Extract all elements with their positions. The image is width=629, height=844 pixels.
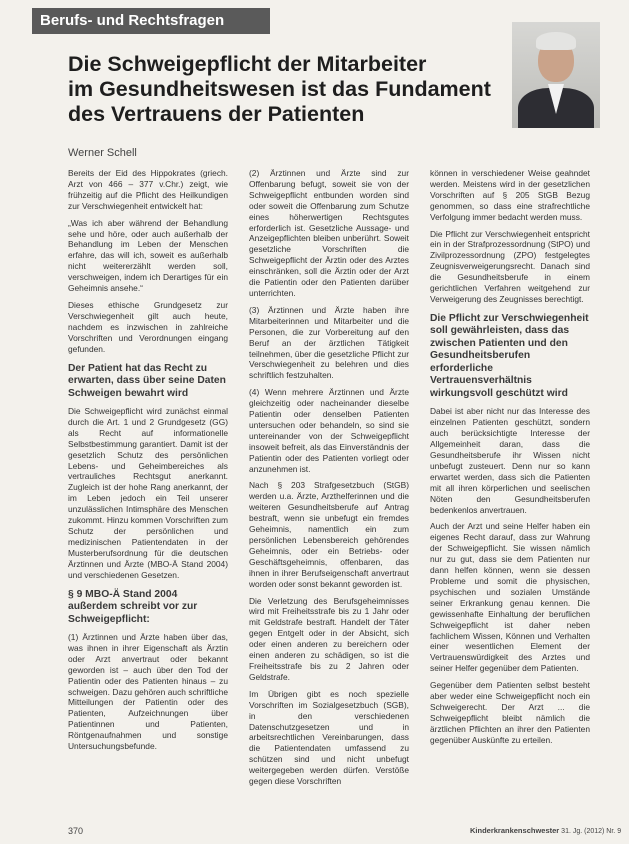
text-column-3 bbox=[430, 168, 590, 752]
section-banner: Berufs- und Rechtsfragen bbox=[32, 8, 270, 34]
paragraph: „Was ich aber während der Behandlung sehe und höre, oder auch außerhalb der Behandlung im Leben der Menschen erfahre, das will ich, soweit es außerhalb nicht weitererzählt werden soll, verschweigen, indem ich Derartiges für ein Geheimnis ansehe.“ bbox=[68, 217, 228, 294]
paragraph: (1) Ärztinnen und Ärzte haben über das, was ihnen in ihrer Eigenschaft als Ärztin oder Arzt anvertraut oder bekannt geworden ist – auch über den Tod der Patientin oder des Patienten hinaus – zu schweigen. Dazu gehören auch schriftliche Mitteilungen der Patientin oder des Patienten, Aufzeichnungen über Patientinnen und Patienten, Röntgenaufnahmen und sonstige Untersuchungsbefunde. bbox=[68, 632, 228, 752]
journal-footer bbox=[470, 826, 621, 835]
paragraph: Die Schweigepflicht wird zunächst einmal durch die Art. 1 und 2 Grundgesetz (GG) als Recht auf informationelle Selbstbestimmung garantiert. Damit ist der gesetzlich Schutz des persönlichen Lebens- und Geheimbereiches als vertrauliches Rechtsgut anerkannt. Zugleich ist der hohe Rang anerkannt, der im Leben jedoch ein Teil unserer unzulässlichen Intimsphäre des Menschen zukommt. Hinzu kommen Vorschriften zum Schutz der persönlichen und medizinischen Patientendaten in der Musterberufsordnung für die deutschen Ärztinnen und Ärzte (MBO-Ä Stand 2004) und verschiedenen Gesetzen. bbox=[68, 406, 228, 580]
journal-issue: 31. Jg. (2012) Nr. 9 bbox=[561, 828, 622, 835]
title-line-2: im Gesundheitswesen ist das Fundament bbox=[68, 77, 491, 101]
paragraph: Nach § 203 Strafgesetzbuch (StGB) werden u.a. Ärzte, Arzthelferinnen und die weiteren Gesundheitsberufe auf Antrag bestraft, wenn sie unbefugt ein fremdes Geheimnis, namentlich ein zum persönlichen Lebensbereich gehörendes Geheimnis, oder ein Betriebs- oder Geschäftsgeheimnis, offenbaren, das ihnen in ihrer Berufseigenschaft anvertraut worden oder sonst bekannt geworden ist. bbox=[249, 480, 409, 589]
section-heading: § 9 MBO-Ä Stand 2004 außerdem schreibt vor zur Schweigepflicht: bbox=[68, 588, 198, 625]
paragraph: Dabei ist aber nicht nur das Interesse des einzelnen Patienten geschützt, sondern auch berücksichtigte Interesse der Allgemeinheit daran, dass die Gesundheitsberufe ihr Wissen nicht unbefugt zusteuert. Denn nur so kann erwartet werden, dass sich die Patienten mit all ihren körperlichen und seelischen Nöten den Gesundheitsberufen bedenkenlos anvertrauen. bbox=[430, 406, 590, 515]
author-name: Werner Schell bbox=[68, 147, 137, 159]
journal-name: Kinderkrankenschwester bbox=[470, 826, 560, 835]
paragraph: können in verschiedener Weise geahndet werden. Meistens wird in der gesetzlichen Vorschriften auf § 205 StGB Bezug genommen, so dass eine strafrechtliche Verfolgung immer bedacht werden muss. bbox=[430, 168, 590, 222]
title-line-1: Die Schweigepflicht der Mitarbeiter bbox=[68, 52, 427, 76]
paragraph: (3) Ärztinnen und Ärzte haben ihre Mitarbeiterinnen und Mitarbeiter und die Personen, die zur Vorbereitung auf den Beruf an der ärztlichen Tätigkeit teilnehmen, über die gesetzliche Pflicht zur Verschwiegenheit zu belehren und dies schriftlich festzuhalten. bbox=[249, 304, 409, 381]
paragraph: Die Pflicht zur Verschwiegenheit entspricht ein in der Strafprozessordnung (StPO) und Zivilprozessordnung (ZPO) festgelegtes Zeugnisverweigerungsrecht. Danach sind die Gesundheitsberufe in einem gerichtlichen Verfahren weitgehend zur Verweigerung des Zeugnisses berechtigt. bbox=[430, 228, 590, 304]
paragraph: Im Übrigen gibt es noch spezielle Vorschriften im Sozialgesetzbuch (SGB), in den verschiedenen Datenschutzgesetzen und in arbeitsrechtlichen Vereinbarungen, dass die Patientendaten umfassend zu schützen sind und nicht unbefugt weitergegeben werden dürfen. Verstöße gegen diese Vorschriften bbox=[249, 688, 409, 787]
paragraph: Bereits der Eid des Hippokrates (griech. Arzt von 466 – 377 v.Chr.) zeigt, wie frühzeitig auf die Pflicht des Heilkundigen zur Verschwiegenheit entwickelt hat: bbox=[68, 168, 228, 211]
paragraph: Die Verletzung des Berufsgeheimnisses wird mit Freiheitsstrafe bis zu 1 Jahr oder mit Geldstrafe bestraft. Handelt der Täter gegen Entgelt oder in der Absicht, sich oder einen anderen zu bereichern oder einen anderen zu schädigen, so ist die Freiheitsstrafe bis zu 2 Jahren oder Geldstrafe. bbox=[249, 595, 409, 682]
section-heading: Der Patient hat das Recht zu erwarten, dass über seine Daten Schweigen bewahrt wird bbox=[68, 362, 226, 399]
paragraph: (2) Ärztinnen und Ärzte sind zur Offenbarung befugt, soweit sie von der Schweigepflicht entbunden worden sind oder soweit die Offenbarung zum Schutze eines höherwertigen Rechtsgutes erforderlich ist. Gesetzliche Aussage- und Anzeigepflichten bleiben unberührt. Soweit gesetzliche Vorschriften die Schweigepflicht der Ärztin oder des Arztes einschränken, soll die Ärztin oder der Arzt die Patientin oder den Patienten darüber unterrichten. bbox=[249, 168, 409, 298]
text-column-2 bbox=[249, 168, 409, 793]
author-photo bbox=[512, 22, 600, 128]
paragraph: Auch der Arzt und seine Helfer haben ein eigenes Recht darauf, dass zur Wahrung der Schweigepflicht. Sie wissen nämlich nur zu gut, dass sie dem Patienten nur dann helfen können, wenn sie dessen Probleme und somit die physischen, psychischen und sozialen Umstände seiner Erkrankung genau kennen. Die gewissenhafte Einhaltung der beruflichen Schweigepflicht ist daher neben fachlichem Wissen, Können und Verhalten einer wesentlichen Element der Vertrauenswürdigkeit des Arztes und seiner Helfer gegenüber dem Patienten. bbox=[430, 521, 590, 674]
paragraph: Gegenüber dem Patienten selbst besteht aber weder eine Schweigepflicht noch ein Schweigerecht. Der Arzt ... die Schweigepflicht bleibt nämlich die ärztlichen Pflichten an ihrer den Patienten gegenüber Auskünfte zu erteilen. bbox=[430, 680, 590, 745]
article-title bbox=[68, 52, 508, 127]
page-number: 370 bbox=[68, 826, 84, 836]
paragraph: Dieses ethische Grundgesetz zur Verschwiegenheit gilt auch heute, nachdem es inzwischen in zahlreiche Vorschriften und Verordnungen eingang gefunden. bbox=[68, 299, 228, 354]
title-line-3: des Vertrauens der Patienten bbox=[68, 102, 365, 126]
section-heading: Die Pflicht zur Verschwiegenheit soll gewährleisten, dass das zwischen Patienten und den Gesundheitsberufen erforderliche Vertrauensverhältnis wirkungsvoll geschützt wird bbox=[430, 312, 589, 399]
text-column-1 bbox=[68, 168, 228, 758]
paragraph: (4) Wenn mehrere Ärztinnen und Ärzte gleichzeitig oder nacheinander dieselbe Patientin oder denselben Patienten untersuchen oder behandeln, so sind sie untereinander von der Schweigepflicht insoweit befreit, als das Einverständnis der Patientin oder des Patienten vorliegt oder anzunehmen ist. bbox=[249, 387, 409, 474]
